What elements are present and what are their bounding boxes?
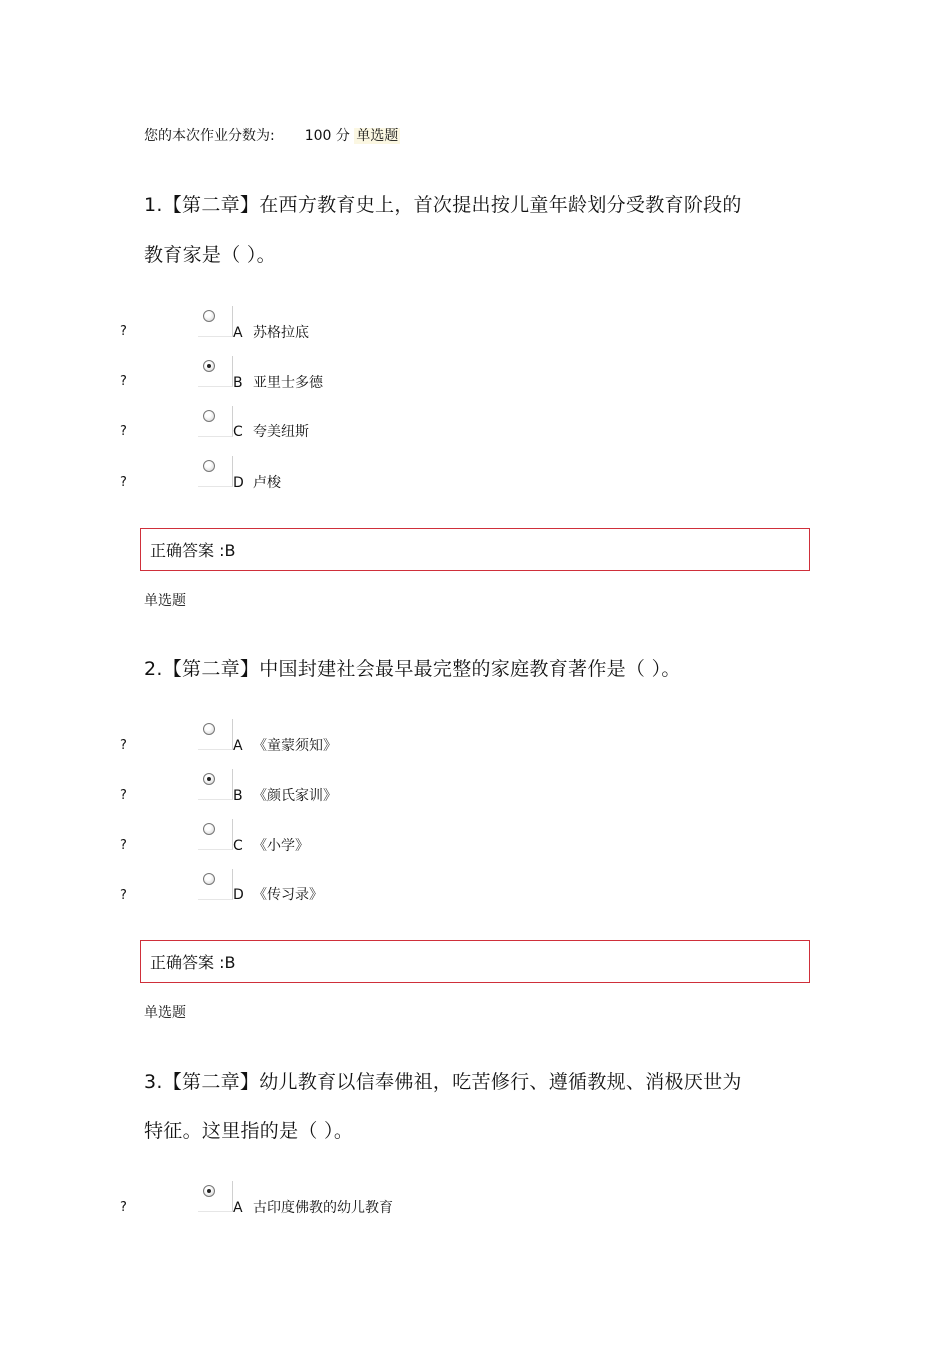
option-radio-box[interactable] (198, 869, 233, 900)
option-marker: ? (120, 838, 127, 853)
option-marker: ? (120, 1200, 127, 1215)
radio-button[interactable] (203, 823, 215, 835)
option-radio-box[interactable] (198, 456, 233, 487)
question-1-line-2: 教育家是（ ）。 (144, 244, 276, 266)
option-radio-box[interactable] (198, 306, 233, 337)
question-1-line-1: 1.【第二章】在西方教育史上，首次提出按儿童年龄划分受教育阶段的 (144, 194, 742, 216)
option-1a: A 苏格拉底 (233, 325, 309, 341)
option-2a: A 《童蒙须知》 (233, 738, 337, 754)
question-3-line-2: 特征。这里指的是（ ）。 (144, 1120, 354, 1142)
correct-answer-box (140, 940, 810, 983)
question-type-label: 单选题 (356, 128, 399, 144)
question-2-line-1: 2.【第二章】中国封建社会最早最完整的家庭教育著作是（ ）。 (144, 658, 681, 680)
radio-button[interactable] (203, 460, 215, 472)
question-type-label: 单选题 (144, 593, 186, 609)
radio-button-checked[interactable] (203, 360, 215, 372)
option-marker: ? (120, 738, 127, 753)
option-1b: B 亚里士多德 (233, 375, 323, 391)
option-1d: D 卢梭 (233, 475, 281, 491)
question-type-label: 单选题 (144, 1005, 186, 1021)
option-radio-box[interactable] (198, 1181, 233, 1212)
radio-button-checked[interactable] (203, 773, 215, 785)
option-marker: ? (120, 424, 127, 439)
score-value: 100 (304, 128, 332, 144)
correct-answer: 正确答案 :B (150, 953, 236, 972)
option-2b: B 《颜氏家训》 (233, 788, 337, 804)
option-3a: A 古印度佛教的幼儿教育 (233, 1200, 393, 1216)
option-2d: D 《传习录》 (233, 887, 323, 903)
option-radio-box[interactable] (198, 719, 233, 750)
correct-answer-box (140, 528, 810, 571)
option-marker: ? (120, 788, 127, 803)
option-radio-box[interactable] (198, 769, 233, 800)
radio-button[interactable] (203, 873, 215, 885)
option-marker: ? (120, 324, 127, 339)
radio-button-checked[interactable] (203, 1185, 215, 1197)
correct-answer: 正确答案 :B (150, 541, 236, 560)
radio-button[interactable] (203, 723, 215, 735)
option-radio-box[interactable] (198, 356, 233, 387)
option-marker: ? (120, 475, 127, 490)
score-line (144, 125, 400, 145)
option-marker: ? (120, 888, 127, 903)
question-3-line-1: 3.【第二章】幼儿教育以信奉佛祖，吃苦修行、遵循教规、消极厌世为 (144, 1071, 742, 1093)
option-1c: C 夸美纽斯 (233, 424, 309, 440)
option-marker: ? (120, 374, 127, 389)
radio-button[interactable] (203, 310, 215, 322)
score-label: 您的本次作业分数为: (144, 128, 275, 144)
option-radio-box[interactable] (198, 819, 233, 850)
radio-button[interactable] (203, 410, 215, 422)
option-radio-box[interactable] (198, 406, 233, 437)
score-unit: 分 (335, 128, 350, 144)
option-2c: C 《小学》 (233, 838, 309, 854)
